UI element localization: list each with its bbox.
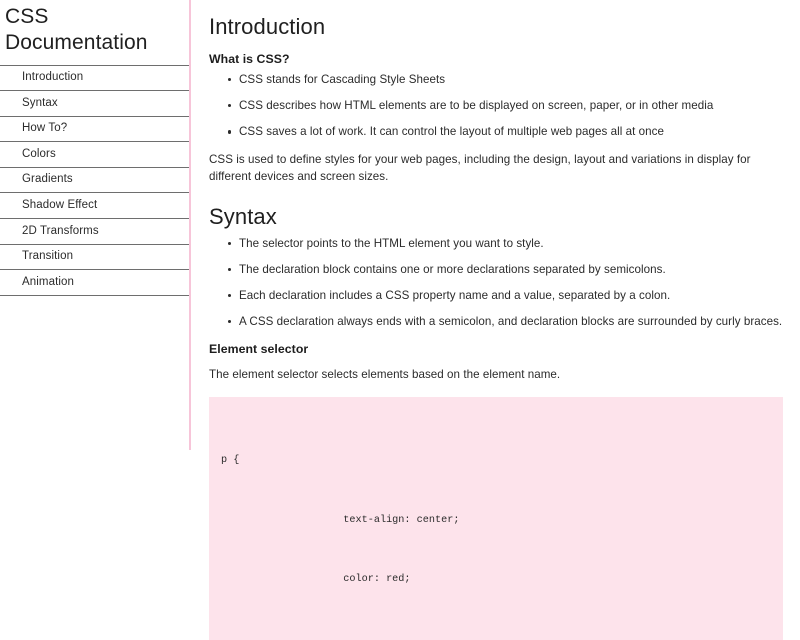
- sidebar-item-2d-transforms[interactable]: [0, 219, 189, 245]
- sidebar-item-label: Gradients: [22, 173, 73, 186]
- introduction-bullet-list: [209, 74, 783, 138]
- list-item: CSS describes how HTML elements are to be displayed on screen, paper, or in other media: [239, 100, 783, 112]
- sidebar-item-how-to[interactable]: [0, 117, 189, 143]
- sidebar-item-shadow-effect[interactable]: [0, 193, 189, 219]
- sidebar-item-label: 2D Transforms: [22, 224, 99, 237]
- sidebar-item-colors[interactable]: [0, 142, 189, 168]
- sidebar-item-label: Syntax: [22, 96, 58, 109]
- sidebar-item-label: Introduction: [22, 71, 84, 84]
- list-item: CSS stands for Cascading Style Sheets: [239, 74, 783, 86]
- list-item: Each declaration includes a CSS property name and a value, separated by a colon.: [239, 290, 783, 302]
- sidebar-item-animation[interactable]: [0, 270, 189, 296]
- sidebar: [0, 0, 191, 450]
- code-line: color: red;: [221, 574, 411, 586]
- introduction-paragraph: CSS is used to define styles for your web pages, including the design, layout and variations in display for different devices and screen sizes.: [209, 153, 751, 183]
- introduction-heading: Introduction: [209, 14, 326, 39]
- list-item: The selector points to the HTML element you want to style.: [239, 238, 783, 250]
- sidebar-item-introduction[interactable]: [0, 66, 189, 92]
- sidebar-item-label: Transition: [22, 250, 74, 263]
- sidebar-item-gradients[interactable]: [0, 168, 189, 194]
- code-line: text-align: center;: [221, 514, 460, 526]
- sidebar-item-syntax[interactable]: [0, 91, 189, 117]
- syntax-heading: Syntax: [209, 204, 277, 230]
- list-item: The declaration block contains one or more declarations separated by semicolons.: [239, 264, 783, 276]
- list-item: A CSS declaration always ends with a semicolon, and declaration blocks are surrounded by curly braces.: [239, 315, 783, 328]
- list-item: CSS saves a lot of work. It can control the layout of multiple web pages all at once: [239, 126, 783, 138]
- element-selector-paragraph: The element selector selects elements based on the element name.: [209, 367, 561, 381]
- element-selector-subheading: Element selector: [209, 342, 309, 357]
- sidebar-item-transition[interactable]: [0, 245, 189, 271]
- main-content: [191, 0, 800, 586]
- sidebar-item-label: Animation: [22, 275, 75, 288]
- what-is-css-subheading: What is CSS?: [209, 52, 290, 67]
- sidebar-title: CSS Documentation: [5, 5, 148, 55]
- sidebar-item-label: How To?: [22, 122, 68, 135]
- syntax-bullet-list: [209, 238, 783, 328]
- code-line: p {: [221, 455, 240, 467]
- sidebar-item-label: Shadow Effect: [22, 199, 98, 212]
- element-selector-code-block: [209, 397, 783, 640]
- sidebar-item-label: Colors: [22, 147, 56, 160]
- sidebar-nav-list: [0, 65, 189, 296]
